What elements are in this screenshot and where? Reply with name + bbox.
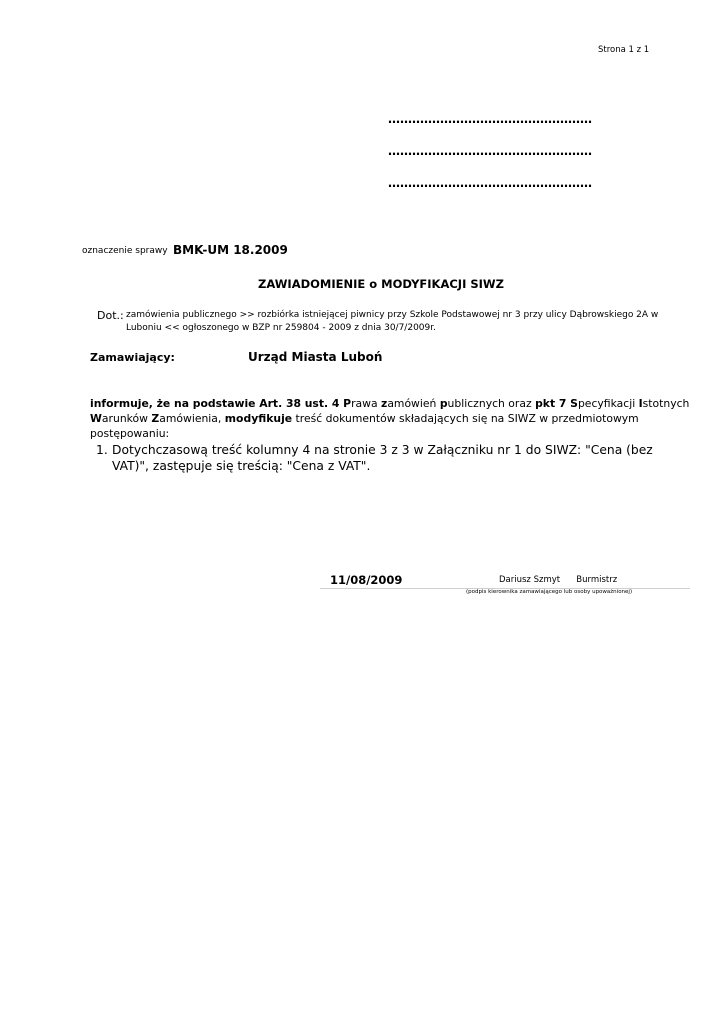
notice-text-arunkow: arunków <box>101 412 152 425</box>
signature-date: 11/08/2009 <box>330 573 403 587</box>
notice-text-rest: treść dokumentów składających się na SIWZ w przedmiotowym postępowaniu: <box>90 412 639 440</box>
acronym-letter-z2: Z <box>151 412 160 425</box>
acronym-letter-p2: p <box>439 397 448 410</box>
notice-pkt: pkt 7 <box>535 397 571 410</box>
notice-text-pecyfikacji: pecyfikacji <box>577 397 639 410</box>
list-item-number: 1. <box>96 443 108 457</box>
acronym-letter-i: I <box>638 397 643 410</box>
address-line-1: …………………………………………… <box>388 112 592 126</box>
signatory-name: Dariusz Szmyt Burmistrz <box>499 575 618 585</box>
acronym-letter-w: W <box>90 412 102 425</box>
signature-caption: (podpis kierownika zamawiającego lub osoby upoważnionej) <box>466 589 633 595</box>
subject-label: Dot.: <box>97 309 124 322</box>
acronym-letter-p: P <box>343 397 352 410</box>
notice-text-ublicznych: ublicznych oraz <box>447 397 536 410</box>
notice-paragraph <box>90 396 690 441</box>
document-title: ZAWIADOMIENIE o MODYFIKACJI SIWZ <box>258 277 504 291</box>
page-number: Strona 1 z 1 <box>598 45 650 55</box>
list-item <box>96 442 692 474</box>
case-reference-value: BMK-UM 18.2009 <box>173 243 288 257</box>
acronym-letter-z: z <box>381 397 388 410</box>
subject-text: zamówienia publicznego >> rozbiórka istniejącej piwnicy przy Szkole Podstawowej nr 3 przy ulicy Dąbrowskiego 2A w Luboniu << ogłoszonego w BZP nr 259804 - 2009 z dnia 30/7/2009r. <box>126 310 659 333</box>
contracting-authority-value: Urząd Miasta Luboń <box>248 350 383 364</box>
notice-text-stotnych: stotnych <box>642 397 690 410</box>
notice-text-amowienia: amówienia, <box>159 412 225 425</box>
notice-intro: informuje, że na podstawie Art. 38 ust. 4 <box>90 397 344 410</box>
address-line-2: …………………………………………… <box>388 144 592 158</box>
notice-text-rawa: rawa <box>351 397 382 410</box>
address-line-3: …………………………………………… <box>388 176 592 190</box>
contracting-authority-label: Zamawiający: <box>90 351 175 364</box>
notice-modyfikuje: modyfikuje <box>224 412 293 425</box>
list-item-text: Dotychczasową treść kolumny 4 na stronie 3 z 3 w Załączniku nr 1 do SIWZ: "Cena (bez VAT)", zastępuje się treścią: "Cena z VAT". <box>112 443 653 473</box>
case-reference-label: oznaczenie sprawy <box>82 246 168 256</box>
notice-text-amowien: amówień <box>387 397 440 410</box>
acronym-letter-s: S <box>570 397 578 410</box>
modification-list <box>96 442 692 474</box>
